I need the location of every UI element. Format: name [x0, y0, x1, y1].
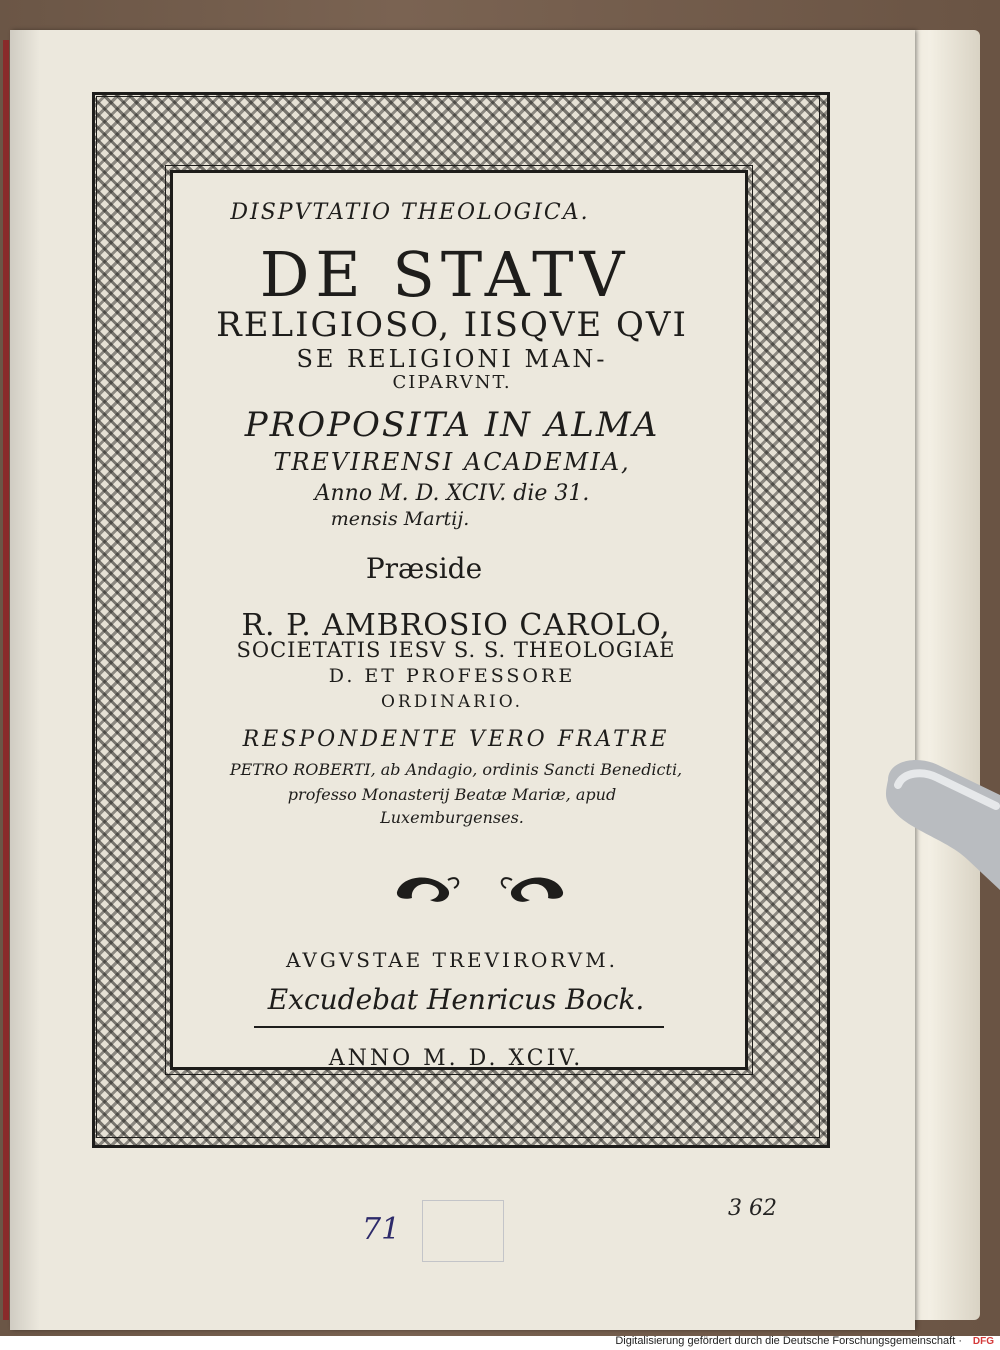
main-title: DE STATV — [259, 238, 631, 311]
subtitle-line-1: RELIGIOSO, IISQVE QVI — [216, 305, 688, 345]
subtitle-line-3: CIPARVNT. — [392, 372, 512, 393]
luxembourg-line: Luxemburgenses. — [380, 808, 524, 827]
society-line: SOCIETATIS IESV S. S. THEOLOGIAE — [236, 638, 676, 662]
academia-line: TREVIRENSI ACADEMIA, — [273, 448, 631, 476]
respondent-name: PETRO ROBERTI, ab Andagio, ordinis Sancti Benedicti, — [229, 760, 683, 779]
ordinario-line: ORDINARIO. — [380, 692, 524, 712]
handwritten-note: 3 62 — [728, 1196, 777, 1221]
funding-credit: Digitalisierung gefördert durch die Deutsche Forschungsgemeinschaft · — [615, 1335, 962, 1347]
monastery-line: professo Monasterij Beatæ Mariæ, apud — [287, 785, 617, 804]
praeside-line: Præside — [365, 552, 483, 585]
imprint-place: AVGVSTAE TREVIRORVM. — [285, 948, 619, 972]
respondent-heading: RESPONDENTE VERO FRATRE — [242, 727, 670, 752]
president-name: R. P. AMBROSIO CAROLO, — [241, 608, 671, 643]
printer-line: Excudebat Henricus Bock. — [267, 983, 645, 1016]
disputation-heading: DISPVTATIO THEOLOGICA. — [230, 200, 590, 225]
proposita-line: PROPOSITA IN ALMA — [244, 405, 660, 445]
month-line: mensis Martij. — [330, 508, 470, 530]
shelf-mark: 71 — [362, 1212, 401, 1247]
page-clip-icon — [878, 740, 1000, 890]
divider-rule — [254, 1026, 664, 1028]
subtitle-line-2: SE RELIGIONI MAN- — [296, 345, 608, 373]
imprint-year: ANNO M. D. XCIV. — [328, 1046, 584, 1071]
fleuron-right-icon — [498, 870, 568, 910]
library-stamp — [422, 1200, 504, 1262]
dfg-logo: DFG — [972, 1336, 994, 1347]
date-line: Anno M. D. XCIV. die 31. — [314, 481, 590, 506]
fleuron-left-icon — [392, 870, 462, 910]
professor-line: D. ET PROFESSORE — [328, 665, 576, 687]
